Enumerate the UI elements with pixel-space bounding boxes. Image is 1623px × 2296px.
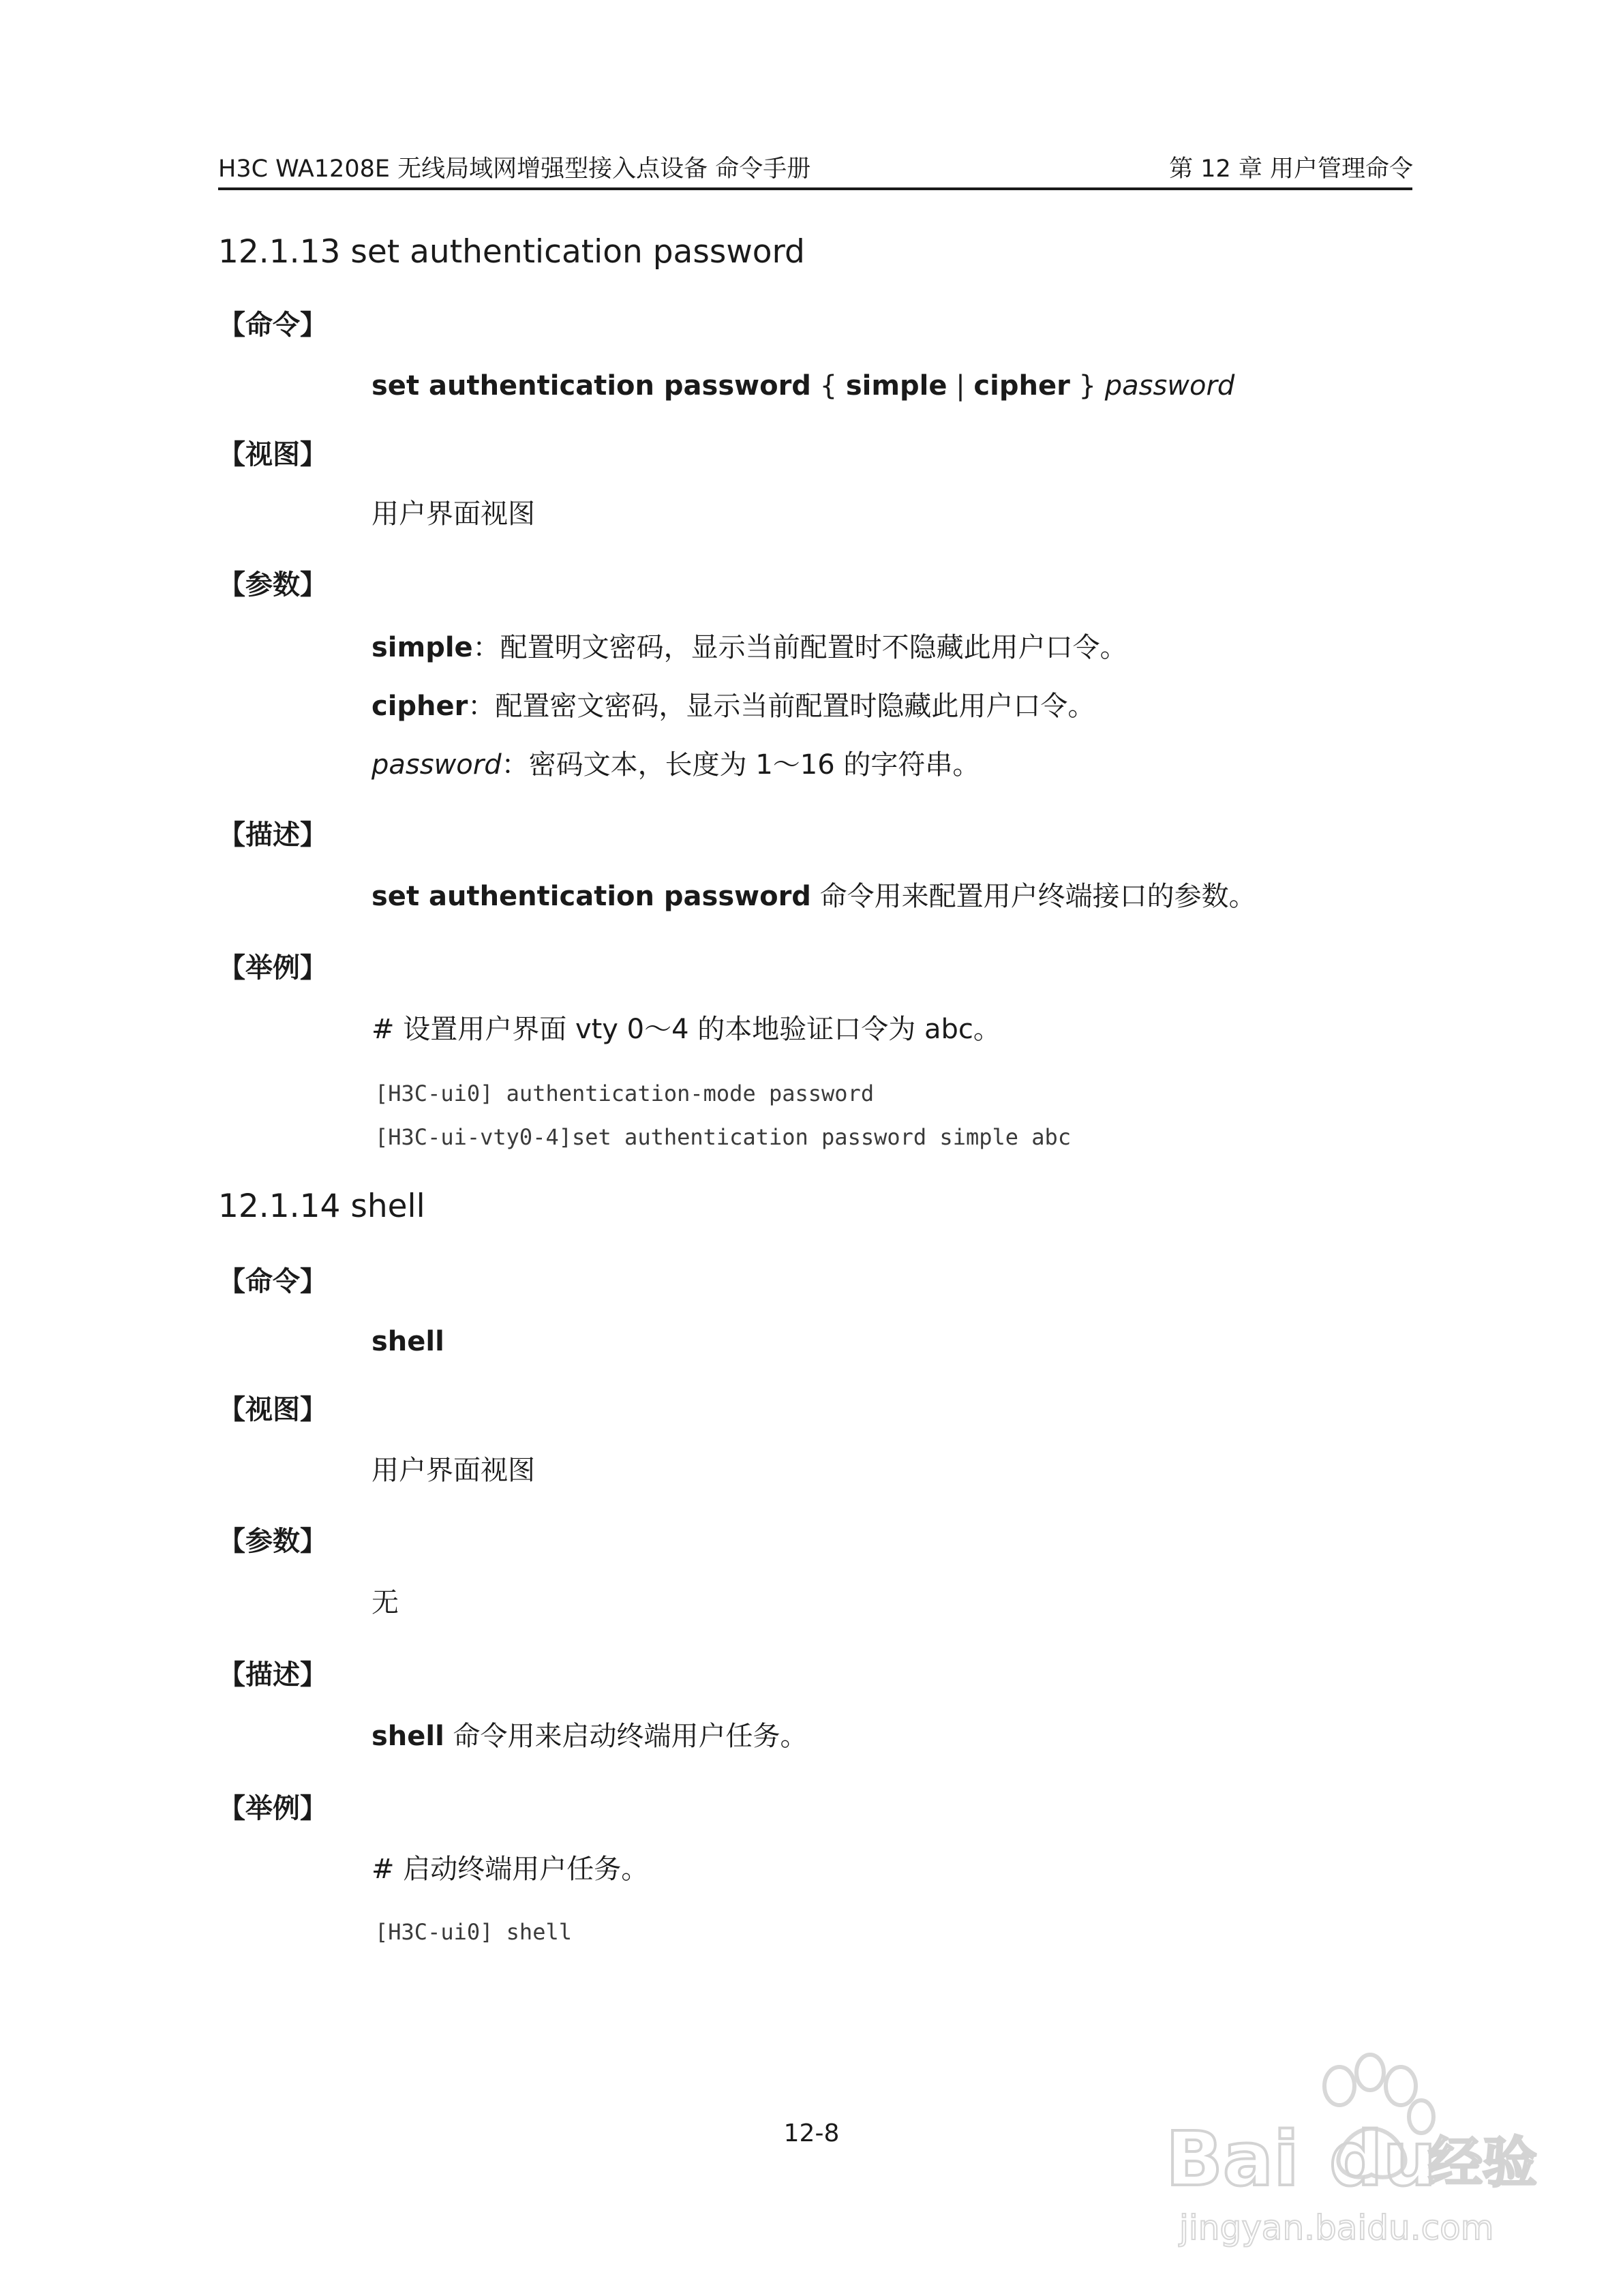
description-text [371,1719,808,1754]
param-desc: ：密码文本，长度为 1～16 的字符串。 [501,749,980,781]
label-command: 【命令】 [218,309,327,341]
brace-open: { [810,370,846,402]
label-example: 【举例】 [218,1793,327,1824]
description-command: set authentication password [371,881,811,912]
svg-text:Bai: Bai [1166,2115,1299,2203]
header-rule [218,187,1412,190]
running-header-chapter: 第 12 章 用户管理命令 [1169,155,1413,183]
label-view: 【视图】 [218,439,327,470]
param-desc: ：配置明文密码，显示当前配置时不隐藏此用户口令。 [472,632,1127,663]
command-keyword: set authentication password [371,370,811,402]
svg-text:jingyan.baidu.com: jingyan.baidu.com [1179,2208,1494,2248]
page-number: 12-8 [783,2119,840,2147]
baidu-jingyan-watermark [1159,2045,1541,2250]
command-keyword: shell [371,1326,444,1357]
argument-password: password [1104,370,1235,402]
label-example: 【举例】 [218,952,327,984]
label-description: 【描述】 [218,819,327,851]
param-name: simple [371,632,473,663]
params-text: 无 [371,1587,399,1618]
param-cipher [371,689,1095,724]
param-simple [371,630,1127,665]
label-command: 【命令】 [218,1266,327,1297]
param-name: cipher [371,691,468,722]
code-line: [H3C-ui0] shell [375,1919,572,1945]
label-description: 【描述】 [218,1659,327,1691]
running-header-title: H3C WA1208E 无线局域网增强型接入点设备 命令手册 [218,155,811,183]
param-password [371,747,980,783]
section-title-set-authentication-password: 12.1.13 set authentication password [218,233,805,271]
svg-text:du: du [1329,2115,1437,2203]
description-command: shell [371,1721,444,1752]
command-syntax [371,1324,444,1359]
description-body: 命令用来配置用户终端接口的参数。 [810,881,1256,912]
section-title-shell: 12.1.14 shell [218,1188,425,1225]
label-view: 【视图】 [218,1394,327,1425]
option-separator: | [947,370,974,402]
example-text: # 启动终端用户任务。 [371,1854,649,1885]
description-body: 命令用来启动终端用户任务。 [444,1721,808,1752]
code-line: [H3C-ui-vty0-4]set authentication password simple abc [375,1124,1072,1150]
option-cipher: cipher [973,370,1070,402]
code-line: [H3C-ui0] authentication-mode password [375,1081,875,1106]
description-text [371,879,1256,914]
example-text: # 设置用户界面 vty 0～4 的本地验证口令为 abc。 [371,1014,1001,1045]
label-params: 【参数】 [218,1526,327,1557]
view-text: 用户界面视图 [371,498,535,530]
label-params: 【参数】 [218,569,327,601]
option-simple: simple [845,370,947,402]
param-desc: ：配置密文密码，显示当前配置时隐藏此用户口令。 [468,691,1095,722]
svg-text:经验: 经验 [1428,2131,1537,2194]
brace-close: } [1070,370,1105,402]
param-name: password [371,749,502,781]
view-text: 用户界面视图 [371,1455,535,1486]
command-syntax [371,368,1234,404]
